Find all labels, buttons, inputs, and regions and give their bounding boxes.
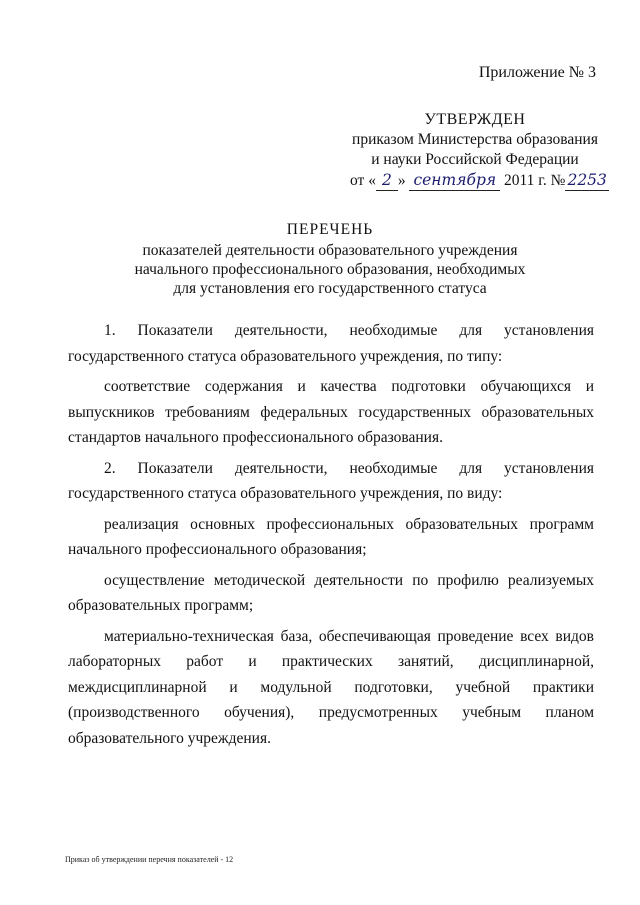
paragraph-6: материально-техническая база, обеспечивающая проведение всех видов лабораторных работ и практических занятий, дисциплинарной, междисциплинарной и модульной подготовки, учебной практики (производственного обучения), предусмотренных учебным планом образовательного учреждения. bbox=[68, 627, 594, 747]
page-footer: Приказ об утверждении перечня показателей - 12 bbox=[65, 855, 234, 864]
paragraph-5: осуществление методической деятельности по профилю реализуемых образовательных программ; bbox=[68, 571, 594, 614]
document-body bbox=[68, 318, 594, 756]
document-title bbox=[100, 220, 560, 298]
paragraph-3: 2. Показатели деятельности, необходимые для установления государственного статуса образовательного учреждения, по виду: bbox=[68, 459, 594, 502]
approval-date-line bbox=[350, 170, 607, 191]
paragraph-4: реализация основных профессиональных образовательных программ начального профессионального образования; bbox=[68, 515, 594, 558]
date-year: 2011 г. № bbox=[504, 172, 566, 189]
handwritten-month: сентября bbox=[409, 170, 500, 191]
paragraph-1: 1. Показатели деятельности, необходимые для установления государственного статуса образовательного учреждения, по типу: bbox=[68, 322, 594, 365]
date-separator: » bbox=[397, 172, 406, 189]
paragraph-2: соответствие содержания и качества подготовки обучающихся и выпускников требованиям федеральных государственных образовательных стандартов начального профессионального образования. bbox=[68, 378, 594, 446]
title-line-3: для установления его государственного статуса bbox=[173, 280, 487, 297]
title-line-2: начального профессионального образования, необходимых bbox=[134, 261, 526, 278]
approval-line-1: приказом Министерства образования bbox=[352, 131, 598, 148]
date-prefix: от « bbox=[350, 172, 376, 189]
handwritten-day: 2 bbox=[376, 170, 398, 191]
handwritten-order-number: 2253 bbox=[567, 171, 607, 189]
approved-heading: УТВЕРЖДЕН bbox=[424, 111, 526, 128]
title-line-1: показателей деятельности образовательного учреждения bbox=[142, 242, 518, 259]
title-heading: ПЕРЕЧЕНЬ bbox=[286, 221, 374, 238]
appendix-label: Приложение № 3 bbox=[478, 64, 596, 81]
approval-line-2: и науки Российской Федерации bbox=[371, 151, 579, 168]
approval-block bbox=[350, 110, 607, 191]
